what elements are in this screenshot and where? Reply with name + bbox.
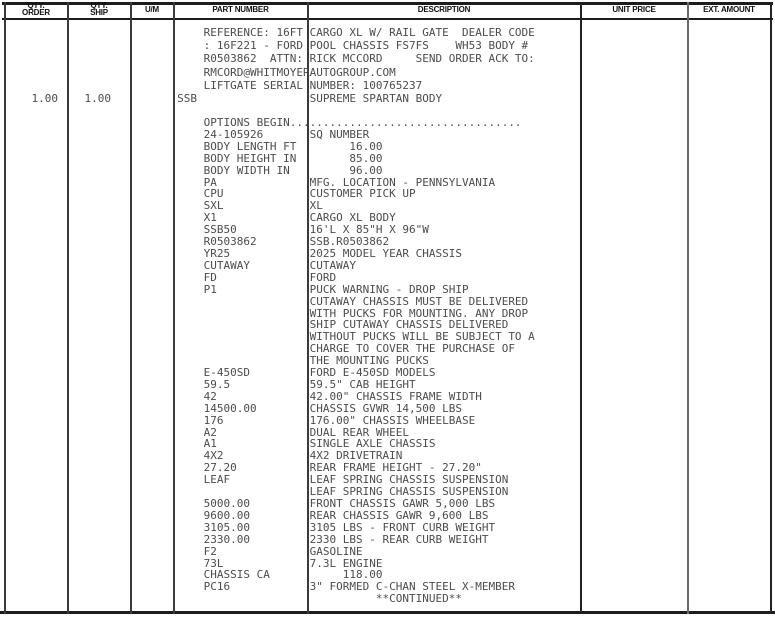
option-line: **CONTINUED** xyxy=(5,592,462,606)
option-line: FD FORD xyxy=(5,270,337,284)
line-item-row: 1.00 1.00 SSB SUPREME SPARTAN BODY xyxy=(5,92,443,106)
option-line: CHARGE TO COVER THE PURCHASE OF xyxy=(5,342,515,356)
option-line: SHIP CUTAWAY CHASSIS DELIVERED xyxy=(5,318,509,332)
option-line: CUTAWAY CUTAWAY xyxy=(5,258,356,272)
option-line: CHASSIS CA 118.00 xyxy=(5,568,383,582)
option-line: BODY LENGTH FT 16.00 xyxy=(5,139,383,153)
option-line: LEAF SPRING CHASSIS SUSPENSION xyxy=(5,485,509,499)
option-line: R0503862 SSB.R0503862 xyxy=(5,235,390,249)
option-line: 3105.00 3105 LBS - FRONT CURB WEIGHT xyxy=(5,520,496,534)
option-line: A1 SINGLE AXLE CHASSIS xyxy=(5,437,436,451)
option-line: 14500.00 CHASSIS GVWR 14,500 LBS xyxy=(5,401,462,415)
option-line: CPU CUSTOMER PICK UP xyxy=(5,187,416,201)
option-line: SXL XL xyxy=(5,199,323,213)
table-right-border xyxy=(770,2,772,614)
option-line: 2330.00 2330 LBS - REAR CURB WEIGHT xyxy=(5,532,489,546)
column-header-line: ORDER xyxy=(22,8,50,17)
option-line: PA MFG. LOCATION - PENNSYLVANIA xyxy=(5,175,496,189)
column-header-line: PART NUMBER xyxy=(212,4,269,14)
option-line: BODY WIDTH IN 96.00 xyxy=(5,163,383,177)
report-line: RMCORD@WHITMOYERAUTOGROUP.COM xyxy=(5,65,396,79)
option-line: 27.20 REAR FRAME HEIGHT - 27.20" xyxy=(5,461,482,475)
column-header-line: QTY. xyxy=(27,1,45,11)
option-line: BODY HEIGHT IN 85.00 xyxy=(5,151,383,165)
column-header-line: SHIP xyxy=(90,8,108,17)
option-line: 42 42.00" CHASSIS FRAME WIDTH xyxy=(5,389,482,403)
table-header-separator xyxy=(2,18,773,20)
option-line: LEAF LEAF SPRING CHASSIS SUSPENSION xyxy=(5,473,509,487)
option-line: 24-105926 SQ NUMBER xyxy=(5,127,370,141)
option-line: E-450SD FORD E-450SD MODELS xyxy=(5,366,436,380)
option-line: WITH PUCKS FOR MOUNTING. ANY DROP xyxy=(5,306,529,320)
option-line: A2 DUAL REAR WHEEL xyxy=(5,425,409,439)
column-header-um xyxy=(131,2,173,18)
option-line: X1 CARGO XL BODY xyxy=(5,211,396,225)
column-header-qty-ship xyxy=(68,2,130,18)
report-line: R0503862 ATTN: RICK MCCORD SEND ORDER ACK TO: xyxy=(5,52,535,66)
table-bottom-border xyxy=(0,611,775,614)
column-header-line: UNIT PRICE xyxy=(612,4,656,14)
column-header-ext-amount xyxy=(688,2,770,18)
option-line: 59.5 59.5" CAB HEIGHT xyxy=(5,377,416,391)
report-options-block xyxy=(5,117,535,605)
column-header-part-number xyxy=(174,2,307,18)
column-header-line: U/M xyxy=(144,4,160,14)
column-header-line: DESCRIPTION xyxy=(417,4,471,14)
option-line: 176 176.00" CHASSIS WHEELBASE xyxy=(5,413,476,427)
report-line: : 16F221 - FORD POOL CHASSIS FS7FS WH53 BODY # xyxy=(5,39,529,53)
option-line: OPTIONS BEGIN................................... xyxy=(5,116,522,129)
column-header-qty-order xyxy=(5,2,67,18)
column-divider-description-unit-price xyxy=(580,2,582,614)
option-line: YR25 2025 MODEL YEAR CHASSIS xyxy=(5,246,462,260)
option-line: PC16 3" FORMED C-CHAN STEEL X-MEMBER xyxy=(5,580,515,594)
option-line: CUTAWAY CHASSIS MUST BE DELIVERED xyxy=(5,294,529,308)
option-line: THE MOUNTING PUCKS xyxy=(5,354,429,368)
option-line: SSB50 16'L X 85"H X 96"W xyxy=(5,223,429,237)
column-header-unit-price xyxy=(581,2,687,18)
report-reference-block xyxy=(5,26,535,105)
option-line: WITHOUT PUCKS WILL BE SUBJECT TO A xyxy=(5,330,535,344)
column-header-line: EXT. AMOUNT xyxy=(703,4,755,14)
column-header-description xyxy=(308,2,580,18)
column-header-line: QTY. xyxy=(90,1,108,11)
option-line: P1 PUCK WARNING - DROP SHIP xyxy=(5,282,469,296)
report-line: REFERENCE: 16FT CARGO XL W/ RAIL GATE DEALER CODE xyxy=(5,26,535,39)
option-line: 9600.00 REAR CHASSIS GAWR 9,600 LBS xyxy=(5,508,489,522)
column-divider-unit-price-ext-amount xyxy=(687,2,689,614)
option-line: F2 GASOLINE xyxy=(5,544,363,558)
option-line: 5000.00 FRONT CHASSIS GAWR 5,000 LBS xyxy=(5,497,496,510)
option-line: 4X2 4X2 DRIVETRAIN xyxy=(5,449,403,463)
report-line: LIFTGATE SERIAL NUMBER: 100765237 xyxy=(5,78,423,92)
option-line: 73L 7.3L ENGINE xyxy=(5,556,383,570)
